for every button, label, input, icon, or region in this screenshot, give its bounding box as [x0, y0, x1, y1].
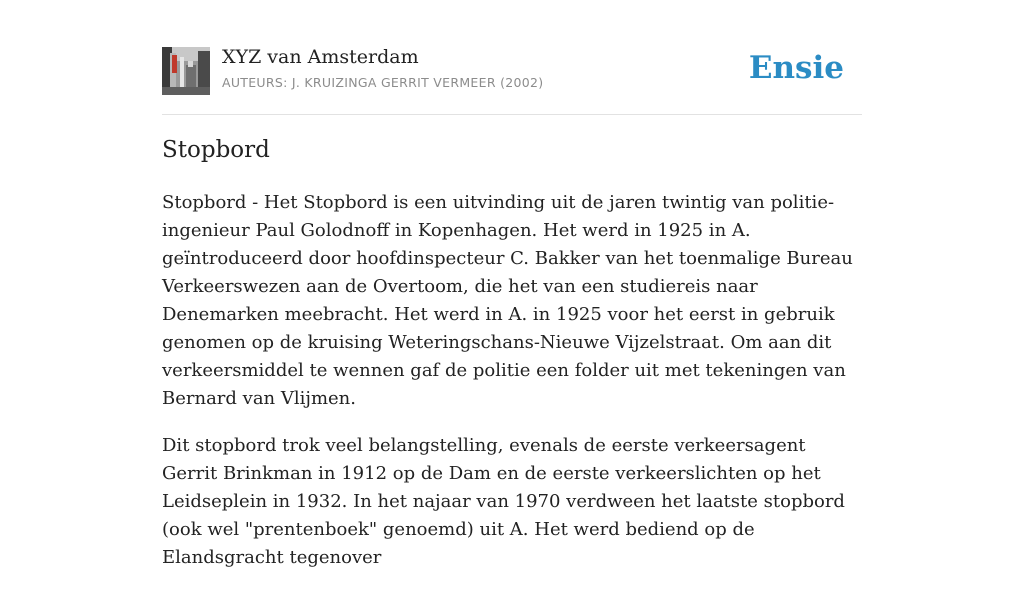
book-header	[162, 46, 862, 115]
book-title[interactable]: XYZ van Amsterdam	[222, 46, 419, 68]
entry-title: Stopbord	[162, 137, 270, 163]
entry-paragraph: Stopbord - Het Stopbord is een uitvinding uit de jaren twintig van politie-ingenieur Paul Golodnoff in Kopenhagen. Het werd in 1925 in A. geïntroduceerd door hoofdinspecteur C. Bakker van het toenmalige Bureau Verkeerswezen aan de Overtoom, die het van een studiereis naar Denemarken meebracht. Het werd in A. in 1925 voor het eerst in gebruik genomen op de kruising Weteringschans-Nieuwe Vijzelstraat. Om aan dit verkeersmiddel te wennen gaf de politie een folder uit met tekeningen van Bernard van Vlijmen.	[162, 192, 853, 409]
book-authors: AUTEURS: J. KRUIZINGA GERRIT VERMEER (2002)	[222, 75, 544, 90]
entry-paragraph: Dit stopbord trok veel belangstelling, evenals de eerste verkeersagent Gerrit Brinkman in 1912 op de Dam en de eerste verkeerslichten op het Leidseplein in 1932. In het najaar van 1970 verdween het laatste stopbord (ook wel "prentenboek" genoemd) uit A. Het werd bediend op de Elandsgracht tegenover	[162, 435, 845, 568]
ensie-logo[interactable]: Ensie	[748, 50, 844, 86]
street-photo-icon[interactable]	[162, 47, 210, 95]
entry-body	[162, 189, 862, 591]
avatar-image	[162, 47, 210, 95]
